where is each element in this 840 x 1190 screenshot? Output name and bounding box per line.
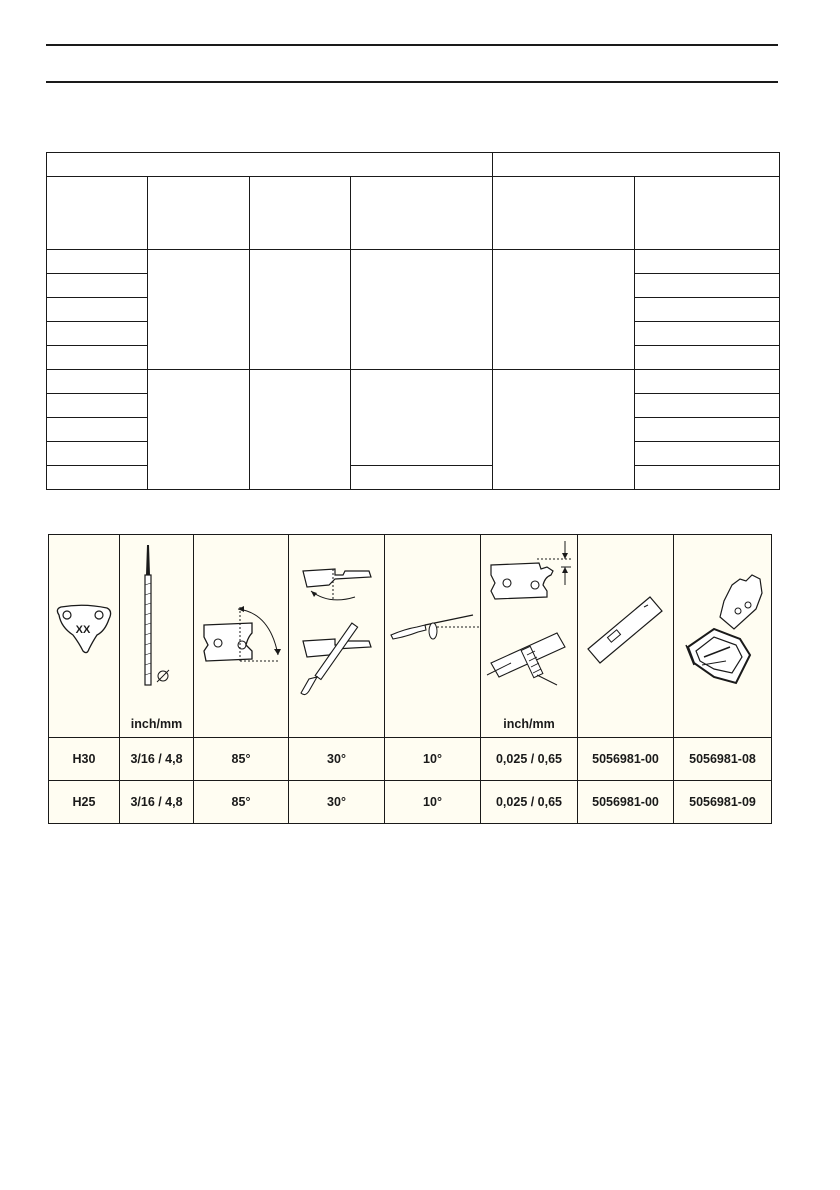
filing-angle-icon bbox=[289, 535, 385, 737]
depth-gauge-setting-icon bbox=[481, 535, 578, 737]
spec-cell bbox=[47, 370, 148, 394]
spec-column-header bbox=[351, 177, 493, 250]
filing-angle-value: 30° bbox=[289, 738, 385, 781]
spec-cell bbox=[635, 274, 780, 298]
file-tilt-angle-cell bbox=[385, 535, 481, 738]
spec-cell bbox=[493, 250, 635, 370]
file-guide-icon bbox=[674, 535, 772, 737]
spec-cell bbox=[47, 442, 148, 466]
spec-column-header bbox=[47, 177, 148, 250]
file-diameter-unit-label: inch/mm bbox=[130, 717, 183, 731]
table-row bbox=[49, 738, 772, 781]
spec-cell bbox=[351, 466, 493, 490]
spec-cell bbox=[351, 370, 493, 466]
spec-cell bbox=[148, 250, 250, 370]
spec-cell bbox=[47, 322, 148, 346]
filing-angle-value: 30° bbox=[289, 781, 385, 824]
top-plate-angle-icon bbox=[194, 535, 289, 737]
spec-column-header bbox=[493, 177, 635, 250]
gauge-tool-part-number: 5056981-00 bbox=[578, 781, 674, 824]
spec-cell bbox=[47, 394, 148, 418]
header-rule-top bbox=[46, 44, 778, 46]
chain-type-cell: H30 bbox=[49, 738, 120, 781]
chain-link-marking-cell bbox=[49, 535, 120, 738]
filing-angle-cell bbox=[289, 535, 385, 738]
top-plate-angle-cell bbox=[194, 535, 289, 738]
depth-gauge-value: 0,025 / 0,65 bbox=[481, 738, 578, 781]
spec-column-header bbox=[148, 177, 250, 250]
spec-cell bbox=[47, 298, 148, 322]
spec-cell bbox=[47, 418, 148, 442]
chain-type-cell: H25 bbox=[49, 781, 120, 824]
spec-cell bbox=[635, 322, 780, 346]
top-plate-angle-value: 85° bbox=[194, 781, 289, 824]
spec-cell bbox=[47, 466, 148, 490]
spec-cell bbox=[635, 346, 780, 370]
file-size-cell: 3/16 / 4,8 bbox=[120, 738, 194, 781]
header-rule-bottom bbox=[46, 81, 778, 83]
spec-cell bbox=[493, 370, 635, 490]
gauge-tool-part-number: 5056981-00 bbox=[578, 738, 674, 781]
spec-cell bbox=[351, 250, 493, 370]
spec-cell bbox=[635, 418, 780, 442]
depth-gauge-unit-label: inch/mm bbox=[503, 717, 555, 731]
spec-cell bbox=[635, 466, 780, 490]
chain-link-marking-icon bbox=[49, 535, 120, 737]
file-size-cell: 3/16 / 4,8 bbox=[120, 781, 194, 824]
chain-link-marking-text: XX bbox=[75, 624, 91, 636]
top-plate-angle-value: 85° bbox=[194, 738, 289, 781]
spec-group-header-right bbox=[493, 153, 780, 177]
spec-cell bbox=[47, 346, 148, 370]
spec-table bbox=[46, 152, 780, 490]
spec-cell bbox=[635, 442, 780, 466]
file-guide-part-number: 5056981-08 bbox=[674, 738, 772, 781]
spec-cell bbox=[148, 370, 250, 490]
tilt-angle-value: 10° bbox=[385, 738, 481, 781]
spec-column-header bbox=[250, 177, 351, 250]
depth-gauge-value: 0,025 / 0,65 bbox=[481, 781, 578, 824]
round-file-icon bbox=[120, 535, 194, 737]
depth-gauge-tool-icon bbox=[578, 535, 674, 737]
depth-gauge-tool-cell bbox=[578, 535, 674, 738]
tilt-angle-value: 10° bbox=[385, 781, 481, 824]
spec-cell bbox=[635, 370, 780, 394]
spec-cell bbox=[250, 370, 351, 490]
spec-cell bbox=[635, 298, 780, 322]
file-tilt-angle-icon bbox=[385, 535, 481, 737]
round-file-cell bbox=[120, 535, 194, 738]
depth-gauge-cell bbox=[481, 535, 578, 738]
table-row bbox=[49, 781, 772, 824]
spec-cell bbox=[47, 274, 148, 298]
spec-cell bbox=[635, 250, 780, 274]
spec-cell bbox=[47, 250, 148, 274]
spec-cell bbox=[250, 250, 351, 370]
spec-group-header-left bbox=[47, 153, 493, 177]
sharpening-equipment-table bbox=[48, 534, 772, 824]
spec-column-header bbox=[635, 177, 780, 250]
file-guide-cell bbox=[674, 535, 772, 738]
file-guide-part-number: 5056981-09 bbox=[674, 781, 772, 824]
spec-cell bbox=[635, 394, 780, 418]
